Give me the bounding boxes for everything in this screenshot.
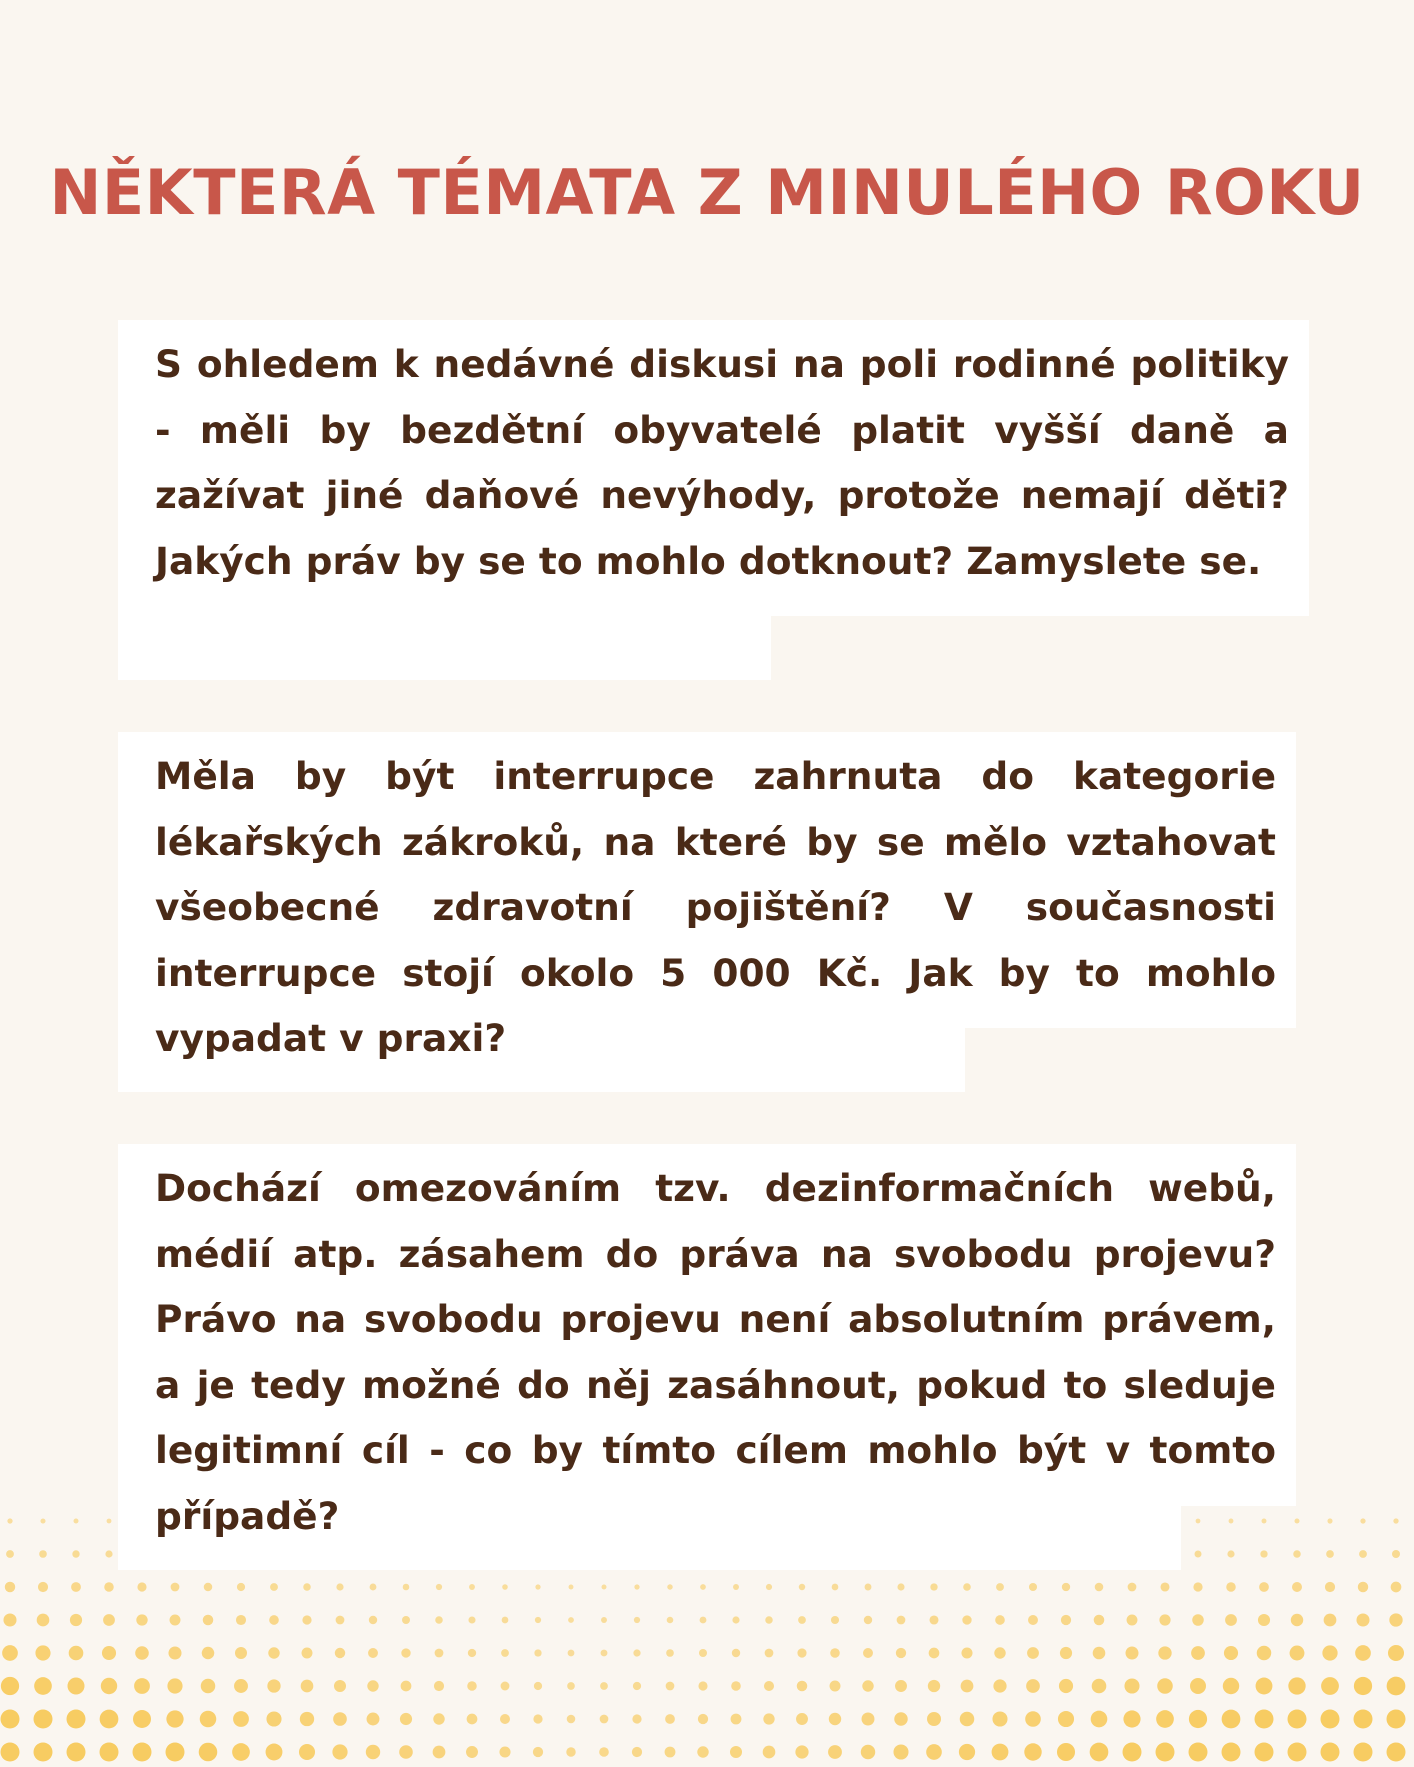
decorative-dot: [894, 1712, 907, 1725]
decorative-dot: [568, 1650, 575, 1657]
decorative-dot: [1391, 1582, 1402, 1593]
decorative-dot: [468, 1649, 476, 1657]
decorative-dot: [1224, 1646, 1238, 1660]
decorative-dot: [2, 1645, 18, 1661]
decorative-dot: [501, 1649, 509, 1657]
decorative-dot: [1355, 1645, 1371, 1661]
decorative-dot: [1258, 1614, 1270, 1626]
decorative-dot: [897, 1616, 906, 1625]
decorative-dot: [1321, 1710, 1340, 1729]
decorative-dot: [202, 1647, 215, 1660]
decorative-dot: [861, 1745, 875, 1759]
decorative-dot: [1356, 1613, 1369, 1626]
decorative-dot: [731, 1714, 742, 1725]
decorative-dot: [403, 1584, 410, 1591]
decorative-dot: [602, 1585, 607, 1590]
decorative-dot: [830, 1681, 841, 1692]
decorative-dot: [633, 1682, 641, 1690]
decorative-dot: [897, 1583, 904, 1590]
decorative-dot: [763, 1746, 776, 1759]
decorative-dot: [1091, 1711, 1108, 1728]
question-text: Dochází omezováním tzv. dezinformačních webů, médií atp. zásahem do práva na svobodu projevu? Právo na svobodu projevu není absolutním právem, a je tedy možné do něj zasáhnout, pokud to sleduje legitimní cíl - co by tímto cílem mohlo být v tomto případě?: [155, 1166, 1276, 1538]
decorative-dot: [100, 1710, 119, 1729]
decorative-dot: [1327, 1518, 1332, 1523]
decorative-dot: [1160, 1582, 1169, 1591]
decorative-dot: [1223, 1678, 1239, 1694]
decorative-dot: [1127, 1615, 1138, 1626]
decorative-dot: [569, 1585, 574, 1590]
decorative-dot: [1028, 1615, 1038, 1625]
decorative-dot: [667, 1617, 674, 1624]
decorative-dot: [862, 1680, 873, 1691]
decorative-dot: [370, 1584, 377, 1591]
decorative-dot: [601, 1650, 608, 1657]
decorative-dot: [600, 1715, 609, 1724]
decorative-dot: [895, 1680, 907, 1692]
decorative-dot: [1227, 1550, 1234, 1557]
decorative-dot: [666, 1682, 675, 1691]
decorative-dot: [599, 1747, 609, 1757]
decorative-dot: [632, 1747, 642, 1757]
decorative-dot: [203, 1615, 214, 1626]
decorative-dot: [266, 1711, 281, 1726]
decorative-dot: [502, 1584, 508, 1590]
decorative-dot: [1057, 1743, 1075, 1761]
decorative-dot: [1260, 1550, 1267, 1557]
decorative-dot: [1090, 1743, 1109, 1762]
decorative-dot: [1288, 1677, 1305, 1694]
decorative-dot: [501, 1682, 510, 1691]
decorative-dot: [1060, 1647, 1072, 1659]
decorative-dot: [700, 1617, 707, 1624]
decorative-dot: [1354, 1677, 1372, 1695]
decorative-dot: [959, 1744, 975, 1760]
decorative-dot: [102, 1646, 116, 1660]
decorative-dot: [434, 1681, 444, 1691]
decorative-dot: [105, 1550, 112, 1557]
decorative-dot: [435, 1616, 443, 1624]
decorative-dot: [1388, 1645, 1404, 1661]
decorative-dot: [1292, 1582, 1302, 1592]
decorative-dot: [698, 1681, 707, 1690]
decorative-dot: [1192, 1614, 1204, 1626]
decorative-dot: [1359, 1550, 1367, 1558]
decorative-dot: [34, 1743, 53, 1762]
decorative-dot: [1190, 1678, 1206, 1694]
decorative-dot: [1360, 1518, 1365, 1523]
decorative-dot: [366, 1745, 380, 1759]
decorative-dot: [502, 1617, 509, 1624]
decorative-dot: [302, 1615, 311, 1624]
decorative-dot: [133, 1710, 151, 1728]
decorative-dot: [798, 1616, 806, 1624]
decorative-dot: [499, 1746, 510, 1757]
decorative-dot: [796, 1713, 808, 1725]
decorative-dot: [1061, 1615, 1071, 1625]
decorative-dot: [732, 1649, 740, 1657]
decorative-dot: [1290, 1646, 1305, 1661]
decorative-dot: [34, 1710, 53, 1729]
decorative-dot: [1191, 1646, 1205, 1660]
decorative-dot: [893, 1744, 908, 1759]
decorative-dot: [993, 1679, 1006, 1692]
decorative-dot: [1226, 1582, 1236, 1592]
decorative-dot: [104, 1582, 113, 1591]
page-title: NĚKTERÁ TÉMATA Z MINULÉHO ROKU: [49, 156, 1365, 229]
decorative-dot: [830, 1648, 840, 1658]
decorative-dot: [765, 1649, 774, 1658]
decorative-dot: [1358, 1582, 1368, 1592]
decorative-dot: [1, 1677, 19, 1695]
decorative-dot: [665, 1747, 676, 1758]
decorative-dot: [399, 1745, 413, 1759]
decorative-dot: [302, 1648, 313, 1659]
decorative-dot: [1124, 1678, 1139, 1693]
decorative-dot: [301, 1680, 314, 1693]
decorative-dot: [433, 1713, 444, 1724]
decorative-dot: [1392, 1550, 1400, 1558]
decorative-dot: [1354, 1710, 1373, 1729]
decorative-dot: [103, 1614, 115, 1626]
decorative-dot: [666, 1649, 674, 1657]
decorative-dot: [270, 1583, 278, 1591]
decorative-dot: [1293, 1550, 1301, 1558]
decorative-dot: [166, 1710, 183, 1727]
decorative-dot: [232, 1743, 250, 1761]
decorative-dot: [200, 1711, 217, 1728]
decorative-dot: [832, 1584, 839, 1591]
decorative-dot: [467, 1681, 477, 1691]
decorative-dot: [1321, 1677, 1339, 1695]
decorative-dot: [235, 1647, 247, 1659]
decorative-dot: [3, 1613, 16, 1626]
decorative-dot: [1093, 1647, 1106, 1660]
decorative-dot: [1257, 1646, 1272, 1661]
decorative-dot: [1024, 1743, 1041, 1760]
decorative-dot: [697, 1746, 708, 1757]
decorative-dot: [930, 1583, 937, 1590]
decorative-dot: [1126, 1647, 1139, 1660]
decorative-dot: [797, 1648, 806, 1657]
decorative-dot: [1259, 1582, 1269, 1592]
decorative-dot: [334, 1680, 346, 1692]
decorative-dot: [135, 1646, 149, 1660]
decorative-dot: [962, 1615, 971, 1624]
decorative-dot: [1294, 1518, 1299, 1523]
decorative-dot: [665, 1714, 675, 1724]
decorative-dot: [568, 1617, 574, 1623]
decorative-dot: [35, 1645, 50, 1660]
decorative-dot: [995, 1615, 1005, 1625]
decorative-dot: [1059, 1679, 1073, 1693]
decorative-dot: [831, 1616, 839, 1624]
decorative-dot: [862, 1713, 875, 1726]
decorative-dot: [534, 1682, 542, 1690]
decorative-dot: [1159, 1614, 1170, 1625]
decorative-dot: [268, 1647, 279, 1658]
decorative-dot: [71, 1582, 81, 1592]
decorative-dot: [1025, 1711, 1041, 1727]
question-card-background: [118, 616, 771, 680]
decorative-dot: [233, 1711, 249, 1727]
decorative-dot: [733, 1584, 739, 1590]
decorative-dot: [367, 1713, 380, 1726]
decorative-dot: [367, 1680, 378, 1691]
decorative-dot: [1288, 1710, 1307, 1729]
decorative-dot: [632, 1714, 641, 1723]
decorative-dot: [1194, 1550, 1201, 1557]
decorative-dot: [1387, 1743, 1406, 1762]
decorative-dot: [600, 1682, 608, 1690]
decorative-dot: [335, 1648, 345, 1658]
decorative-dot: [167, 1678, 182, 1693]
decorative-dot: [829, 1713, 841, 1725]
decorative-dot: [927, 1712, 941, 1726]
decorative-dot: [436, 1584, 442, 1590]
decorative-dot: [1123, 1710, 1140, 1727]
decorative-dot: [100, 1743, 119, 1762]
decorative-dot: [303, 1583, 311, 1591]
decorative-dot: [1062, 1583, 1070, 1591]
decorative-dot: [467, 1714, 478, 1725]
decorative-dot: [992, 1711, 1007, 1726]
decorative-dot: [1157, 1678, 1173, 1694]
decorative-dot: [766, 1584, 772, 1590]
decorative-dot: [74, 1519, 79, 1524]
decorative-dot: [236, 1615, 246, 1625]
decorative-dot: [1393, 1518, 1398, 1523]
decorative-dot: [1225, 1614, 1237, 1626]
decorative-dot: [795, 1745, 808, 1758]
decorative-dot: [6, 1550, 14, 1558]
decorative-dot: [67, 1677, 84, 1694]
decorative-dot: [237, 1583, 245, 1591]
decorative-dot: [1189, 1743, 1208, 1762]
decorative-dot: [469, 1584, 475, 1590]
decorative-dot: [201, 1679, 216, 1694]
decorative-dot: [70, 1614, 82, 1626]
decorative-dot: [401, 1648, 410, 1657]
decorative-dot: [67, 1743, 86, 1762]
decorative-dot: [468, 1616, 475, 1623]
decorative-dot: [667, 1584, 672, 1589]
decorative-dot: [1389, 1613, 1402, 1626]
decorative-dot: [1325, 1582, 1335, 1592]
decorative-dot: [765, 1616, 772, 1623]
decorative-dot: [534, 1649, 541, 1656]
decorative-dot: [996, 1583, 1004, 1591]
decorative-dot: [5, 1582, 15, 1592]
decorative-dot: [466, 1746, 478, 1758]
decorative-dot: [1193, 1582, 1202, 1591]
decorative-dot: [1158, 1646, 1171, 1659]
decorative-dot: [40, 1518, 45, 1523]
decorative-dot: [170, 1615, 181, 1626]
decorative-dot: [865, 1584, 872, 1591]
decorative-dot: [928, 1680, 940, 1692]
decorative-dot: [433, 1746, 446, 1759]
decorative-dot: [1291, 1614, 1303, 1626]
decorative-dot: [699, 1649, 707, 1657]
decorative-dot: [533, 1714, 542, 1723]
decorative-dot: [763, 1713, 774, 1724]
question-text: Měla by být interrupce zahrnuta do kategorie lékařských zákroků, na které by se mělo vztahovat všeobecné zdravotní pojištění? V současnosti interrupce stojí okolo 5 000 Kč. Jak by to mohlo vypadat v praxi?: [155, 754, 1276, 1061]
decorative-dot: [401, 1681, 412, 1692]
decorative-dot: [300, 1712, 314, 1726]
decorative-dot: [994, 1647, 1005, 1658]
decorative-dot: [1026, 1679, 1040, 1693]
decorative-dot: [732, 1616, 739, 1623]
decorative-dot: [67, 1710, 86, 1729]
decorative-dot: [34, 1677, 52, 1695]
decorative-dot: [368, 1648, 378, 1658]
decorative-dot: [961, 1680, 974, 1693]
decorative-dot: [797, 1681, 808, 1692]
decorative-dot: [566, 1747, 575, 1756]
decorative-dot: [134, 1678, 150, 1694]
decorative-dot: [266, 1744, 283, 1761]
decorative-dot: [332, 1744, 347, 1759]
decorative-dot: [1322, 1645, 1337, 1660]
decorative-dot: [1027, 1647, 1039, 1659]
decorative-dot: [1058, 1711, 1074, 1727]
decorative-dot: [1222, 1710, 1241, 1729]
decorative-dot: [1324, 1614, 1337, 1627]
decorative-dot: [1095, 1583, 1104, 1592]
decorative-dot: [567, 1715, 576, 1724]
decorative-dot: [731, 1681, 741, 1691]
decorative-dot: [267, 1679, 280, 1692]
decorative-dot: [199, 1743, 218, 1762]
decorative-dot: [400, 1713, 412, 1725]
decorative-dot: [567, 1682, 575, 1690]
decorative-dot: [168, 1646, 181, 1659]
decorative-dot: [1387, 1710, 1406, 1729]
decorative-dot: [37, 1614, 50, 1627]
decorative-dot: [136, 1614, 147, 1625]
decorative-dot: [992, 1744, 1009, 1761]
decorative-dot: [700, 1584, 706, 1590]
decorative-dot: [402, 1616, 410, 1624]
decorative-dot: [535, 1617, 541, 1623]
decorative-dot: [1, 1710, 20, 1729]
decorative-dot: [369, 1616, 377, 1624]
decorative-dot: [1222, 1743, 1241, 1762]
decorative-dot: [1029, 1583, 1037, 1591]
decorative-dot: [863, 1648, 873, 1658]
decorative-dot: [1156, 1710, 1174, 1728]
decorative-dot: [1255, 1743, 1274, 1762]
decorative-dot: [1255, 1710, 1274, 1729]
decorative-dot: [336, 1583, 343, 1590]
decorative-dot: [299, 1744, 315, 1760]
decorative-dot: [38, 1582, 48, 1592]
decorative-dot: [1128, 1583, 1137, 1592]
decorative-dot: [1189, 1710, 1207, 1728]
decorative-dot: [7, 1518, 12, 1523]
decorative-dot: [107, 1519, 112, 1524]
decorative-dot: [1256, 1678, 1273, 1695]
decorative-dot: [698, 1714, 708, 1724]
decorative-dot: [601, 1617, 607, 1623]
decorative-dot: [1156, 1743, 1175, 1762]
decorative-dot: [336, 1616, 345, 1625]
decorative-dot: [1326, 1550, 1334, 1558]
decorative-dot: [1123, 1743, 1142, 1762]
decorative-dot: [101, 1678, 117, 1694]
decorative-dot: [1288, 1743, 1307, 1762]
decorative-dot: [39, 1550, 47, 1558]
decorative-dot: [799, 1584, 805, 1590]
decorative-dot: [1387, 1677, 1406, 1696]
decorative-dot: [1, 1743, 20, 1762]
decorative-dot: [204, 1583, 213, 1592]
decorative-dot: [500, 1714, 510, 1724]
decorative-dot: [1354, 1743, 1373, 1762]
decorative-dot: [929, 1615, 938, 1624]
decorative-dot: [435, 1649, 444, 1658]
decorative-dot: [171, 1583, 180, 1592]
decorative-dot: [634, 1617, 640, 1623]
decorative-dot: [926, 1744, 942, 1760]
decorative-dot: [963, 1583, 971, 1591]
decorative-dot: [234, 1679, 248, 1693]
decorative-dot: [634, 1584, 639, 1589]
decorative-dot: [828, 1745, 842, 1759]
decorative-dot: [929, 1648, 940, 1659]
decorative-dot: [533, 1747, 543, 1757]
decorative-dot: [1092, 1679, 1107, 1694]
decorative-dot: [72, 1550, 79, 1557]
decorative-dot: [166, 1743, 185, 1762]
decorative-dot: [961, 1647, 972, 1658]
decorative-dot: [1321, 1743, 1340, 1762]
decorative-dot: [960, 1712, 975, 1727]
decorative-dot: [864, 1616, 872, 1624]
decorative-dot: [333, 1712, 347, 1726]
decorative-dot: [764, 1681, 774, 1691]
question-text: S ohledem k nedávné diskusi na poli rodinné politiky - měli by bezdětní obyvatelé platit vyšší daně a zažívat jiné daňové nevýhody, protože nemají děti? Jakých práv by se to mohlo dotknout? Zamyslete se.: [155, 342, 1289, 583]
decorative-dot: [535, 1584, 540, 1589]
decorative-dot: [633, 1649, 640, 1656]
decorative-dot: [896, 1648, 906, 1658]
decorative-dot: [133, 1743, 152, 1762]
decorative-dot: [69, 1646, 84, 1661]
decorative-dot: [1094, 1615, 1105, 1626]
decorative-dot: [269, 1615, 279, 1625]
decorative-dot: [730, 1746, 742, 1758]
decorative-dot: [137, 1582, 146, 1591]
